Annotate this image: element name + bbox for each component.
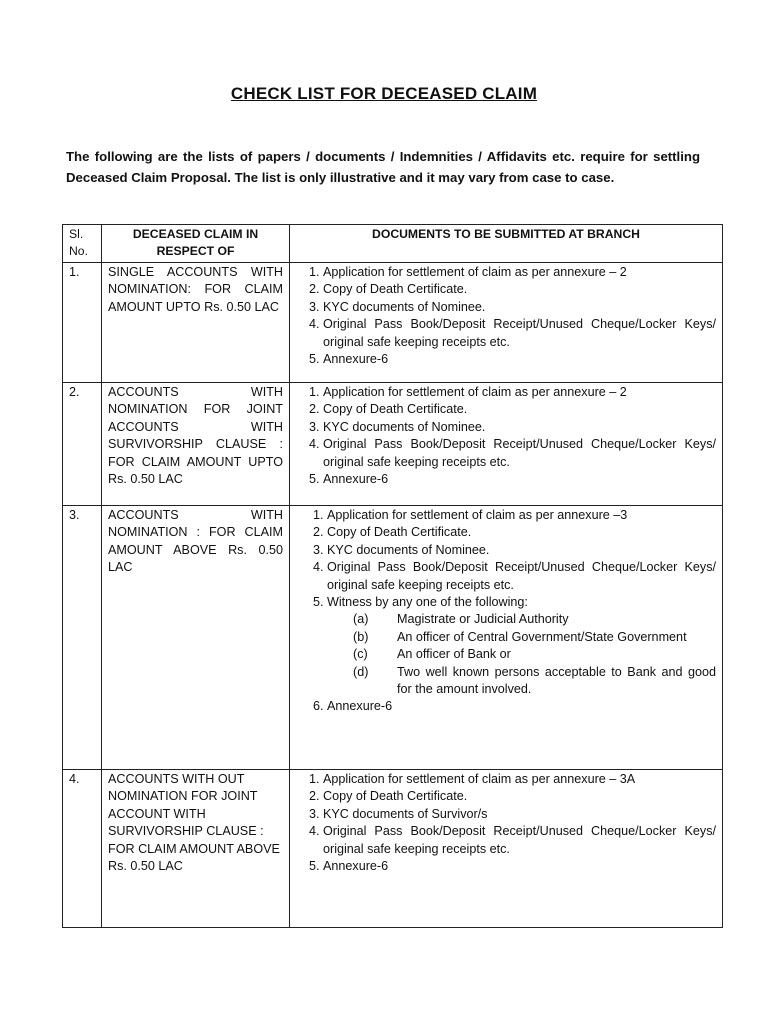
row-documents xyxy=(290,383,723,506)
table-row xyxy=(63,506,723,770)
list-item: 3. KYC documents of Nominee. xyxy=(327,542,716,559)
witness-list xyxy=(327,611,716,698)
row-sl-no: 3. xyxy=(63,506,102,770)
list-item: 1. Application for settlement of claim as per annexure – 2 xyxy=(323,384,716,401)
row-claim-respect: SINGLE ACCOUNTS WITH NOMINATION: FOR CLAIM AMOUNT UPTO Rs. 0.50 LAC xyxy=(102,263,290,383)
header-documents: DOCUMENTS TO BE SUBMITTED AT BRANCH xyxy=(290,225,723,263)
table-row xyxy=(63,383,723,506)
list-item: 2. Copy of Death Certificate. xyxy=(323,281,716,298)
row-sl-no: 2. xyxy=(63,383,102,506)
documents-list xyxy=(296,384,716,488)
list-item: 2. Copy of Death Certificate. xyxy=(323,401,716,418)
witness-label: (a) xyxy=(353,612,369,627)
witness-intro: Witness by any one of the following: xyxy=(327,595,528,610)
list-item: 4. Original Pass Book/Deposit Receipt/Unused Cheque/Locker Keys/ original safe keeping receipts etc. xyxy=(323,436,716,471)
witness-text: An officer of Bank or xyxy=(397,647,511,662)
row-claim-respect: ACCOUNTS WITH NOMINATION : FOR CLAIM AMOUNT ABOVE Rs. 0.50 LAC xyxy=(102,506,290,770)
table-header-row xyxy=(63,225,723,263)
header-sl-no: Sl. No. xyxy=(63,225,102,263)
list-item: 5. Annexure-6 xyxy=(323,858,716,875)
witness-label: (d) xyxy=(353,664,369,679)
row-claim-respect: ACCOUNTS WITH NOMINATION FOR JOINT ACCOUNTS WITH SURVIVORSHIP CLAUSE : FOR CLAIM AMOUNT UPTO Rs. 0.50 LAC xyxy=(102,383,290,506)
list-item: 4. Original Pass Book/Deposit Receipt/Unused Cheque/Locker Keys/ original safe keeping receipts etc. xyxy=(323,823,716,858)
table-row xyxy=(63,770,723,928)
row-sl-no: 1. xyxy=(63,263,102,383)
list-item: 4. Original Pass Book/Deposit Receipt/Unused Cheque/Locker Keys/ original safe keeping receipts etc. xyxy=(323,316,716,351)
list-item: 1. Application for settlement of claim as per annexure – 3A xyxy=(323,771,716,788)
documents-list xyxy=(296,264,716,368)
witness-text: Magistrate or Judicial Authority xyxy=(397,612,569,627)
table-row xyxy=(63,263,723,383)
row-documents xyxy=(290,263,723,383)
list-item: 4. Original Pass Book/Deposit Receipt/Unused Cheque/Locker Keys/ original safe keeping receipts etc. xyxy=(327,559,716,594)
list-item: 5. Annexure-6 xyxy=(323,471,716,488)
list-item: 3. KYC documents of Survivor/s xyxy=(323,806,716,823)
witness-item xyxy=(353,646,716,663)
intro-paragraph: The following are the lists of papers / documents / Indemnities / Affidavits etc. require for settling Deceased Claim Proposal. The list is only illustrative and it may vary from case to case. xyxy=(66,149,700,185)
witness-label: (b) xyxy=(353,629,369,644)
row-sl-no: 4. xyxy=(63,770,102,928)
page-title: CHECK LIST FOR DECEASED CLAIM xyxy=(230,84,538,103)
list-item: 2. Copy of Death Certificate. xyxy=(327,524,716,541)
row-documents xyxy=(290,506,723,770)
checklist-table xyxy=(62,224,723,928)
list-item: 3. KYC documents of Nominee. xyxy=(323,299,716,316)
list-item xyxy=(327,594,716,698)
list-item: 1. Application for settlement of claim as per annexure – 2 xyxy=(323,264,716,281)
list-item: 2. Copy of Death Certificate. xyxy=(323,788,716,805)
list-item: 3. KYC documents of Nominee. xyxy=(323,419,716,436)
documents-list xyxy=(296,507,716,716)
list-item: 1. Application for settlement of claim as per annexure –3 xyxy=(327,507,716,524)
witness-label: (c) xyxy=(353,647,368,662)
row-claim-respect: ACCOUNTS WITH OUT NOMINATION FOR JOINT ACCOUNT WITH SURVIVORSHIP CLAUSE : FOR CLAIM AMOUNT ABOVE Rs. 0.50 LAC xyxy=(102,770,290,928)
witness-item xyxy=(353,664,716,699)
documents-list xyxy=(296,771,716,875)
witness-item xyxy=(353,611,716,628)
list-item: 6. Annexure-6 xyxy=(327,698,716,715)
witness-text: Two well known persons acceptable to Bank and good for the amount involved. xyxy=(397,664,716,697)
row-documents xyxy=(290,770,723,928)
header-claim-respect: DECEASED CLAIM IN RESPECT OF xyxy=(102,225,290,263)
witness-item xyxy=(353,629,716,646)
list-item: 5. Annexure-6 xyxy=(323,351,716,368)
witness-text: An officer of Central Government/State Government xyxy=(397,629,687,644)
